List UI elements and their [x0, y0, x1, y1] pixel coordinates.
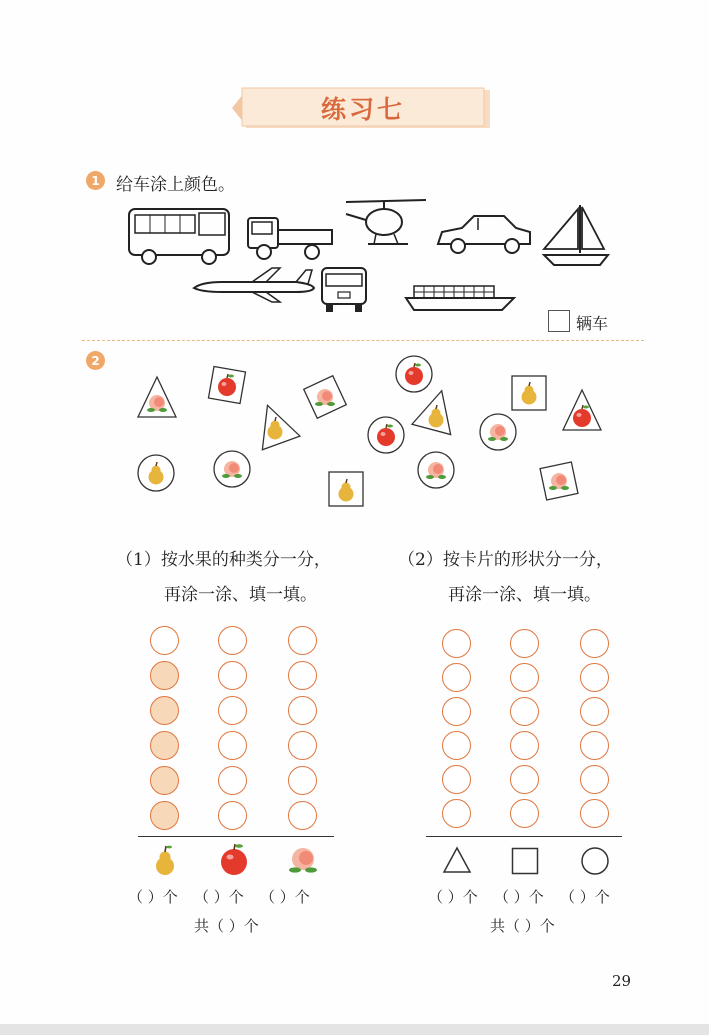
tally-circle[interactable] — [150, 661, 179, 690]
tally-circle[interactable] — [288, 731, 317, 760]
page-title: 练习七 — [320, 95, 405, 124]
tally-circle[interactable] — [580, 629, 609, 658]
page-number: 29 — [612, 972, 632, 990]
truck-icon — [246, 210, 334, 262]
tally-circle[interactable] — [580, 799, 609, 828]
card-circle-apple — [396, 356, 432, 392]
tally-circle[interactable] — [288, 801, 317, 830]
vehicle-count-box[interactable] — [548, 310, 570, 332]
tally-circle[interactable] — [150, 696, 179, 725]
part-1-instruction-line-2: 再涂一涂、填一填。 — [164, 585, 317, 605]
card-triangle-peach — [138, 377, 176, 417]
card-square-pear-2 — [329, 472, 363, 506]
tally-circle[interactable] — [288, 766, 317, 795]
card-circle-peach-2 — [214, 451, 250, 487]
tally-circle[interactable] — [218, 731, 247, 760]
card-square-peach — [304, 376, 347, 419]
tally-circle[interactable] — [442, 731, 471, 760]
card-square-pear — [512, 376, 546, 410]
fruit-cards — [0, 350, 709, 520]
cruise-ship-icon — [404, 280, 516, 312]
card-triangle-apple — [563, 390, 601, 430]
tally-circle[interactable] — [510, 697, 539, 726]
tally-circle[interactable] — [510, 799, 539, 828]
fruit-total-blank[interactable]: 共（ ）个 — [194, 917, 259, 935]
tally-circle[interactable] — [580, 731, 609, 760]
tally-circle[interactable] — [580, 697, 609, 726]
shape-tally-grid — [442, 629, 622, 829]
tally-circle[interactable] — [150, 626, 179, 655]
apple-count-blank[interactable]: （ ）个 — [194, 888, 244, 906]
tally-circle[interactable] — [442, 697, 471, 726]
tally-circle[interactable] — [150, 766, 179, 795]
tally-circle[interactable] — [510, 663, 539, 692]
tally-circle[interactable] — [510, 629, 539, 658]
pear-count-blank[interactable]: （ ）个 — [128, 888, 178, 906]
circle-icon — [580, 846, 610, 876]
shape-grid-baseline — [426, 836, 622, 837]
tally-circle[interactable] — [442, 765, 471, 794]
card-circle-peach-3 — [418, 452, 454, 488]
bus-icon — [125, 203, 237, 267]
airplane-icon — [192, 266, 316, 304]
pear-icon — [150, 843, 180, 877]
square-icon — [511, 847, 539, 875]
shape-total-blank[interactable]: 共（ ）个 — [490, 917, 555, 935]
card-square-peach-2 — [540, 462, 578, 500]
apple-icon — [217, 842, 251, 876]
tally-circle[interactable] — [442, 629, 471, 658]
tally-circle[interactable] — [288, 696, 317, 725]
peach-count-blank[interactable]: （ ）个 — [260, 888, 310, 906]
exercise-1-prompt: 给车涂上颜色。 — [116, 175, 235, 195]
tally-circle[interactable] — [218, 661, 247, 690]
peach-icon — [286, 844, 320, 876]
triangle-count-blank[interactable]: （ ）个 — [428, 888, 478, 906]
exercise-number-1: 1 — [86, 171, 105, 190]
tally-circle[interactable] — [218, 801, 247, 830]
tally-circle[interactable] — [442, 663, 471, 692]
card-circle-pear — [138, 455, 174, 491]
sailboat-icon — [540, 203, 612, 269]
section-divider — [82, 340, 644, 341]
tally-circle[interactable] — [150, 731, 179, 760]
part-2-instruction-line-2: 再涂一涂、填一填。 — [448, 585, 601, 605]
tally-circle[interactable] — [150, 801, 179, 830]
fruit-tally-grid — [148, 626, 328, 831]
circle-count-blank[interactable]: （ ）个 — [560, 888, 610, 906]
exercise-number-2: 2 — [86, 351, 105, 370]
tally-circle[interactable] — [580, 663, 609, 692]
card-circle-peach — [480, 414, 516, 450]
part-2-instruction-line-1: （2）按卡片的形状分一分， — [398, 550, 613, 570]
triangle-icon — [442, 846, 472, 874]
helicopter-icon — [342, 194, 428, 252]
card-circle-apple-2 — [368, 417, 404, 453]
square-count-blank[interactable]: （ ）个 — [494, 888, 544, 906]
tally-circle[interactable] — [442, 799, 471, 828]
card-triangle-pear-2 — [412, 386, 461, 435]
tally-circle[interactable] — [580, 765, 609, 794]
car-icon — [434, 208, 534, 260]
tally-circle[interactable] — [218, 766, 247, 795]
part-1-instruction-line-1: （1）按水果的种类分一分， — [116, 550, 331, 570]
card-square-apple — [208, 366, 245, 403]
van-icon — [320, 264, 368, 314]
tally-circle[interactable] — [510, 765, 539, 794]
tally-circle[interactable] — [510, 731, 539, 760]
tally-circle[interactable] — [218, 626, 247, 655]
tally-circle[interactable] — [288, 626, 317, 655]
vehicle-count-unit: 辆车 — [576, 314, 609, 333]
fruit-grid-baseline — [138, 836, 334, 837]
bottom-bar — [0, 1024, 709, 1035]
card-triangle-pear — [249, 398, 300, 449]
tally-circle[interactable] — [218, 696, 247, 725]
tally-circle[interactable] — [288, 661, 317, 690]
